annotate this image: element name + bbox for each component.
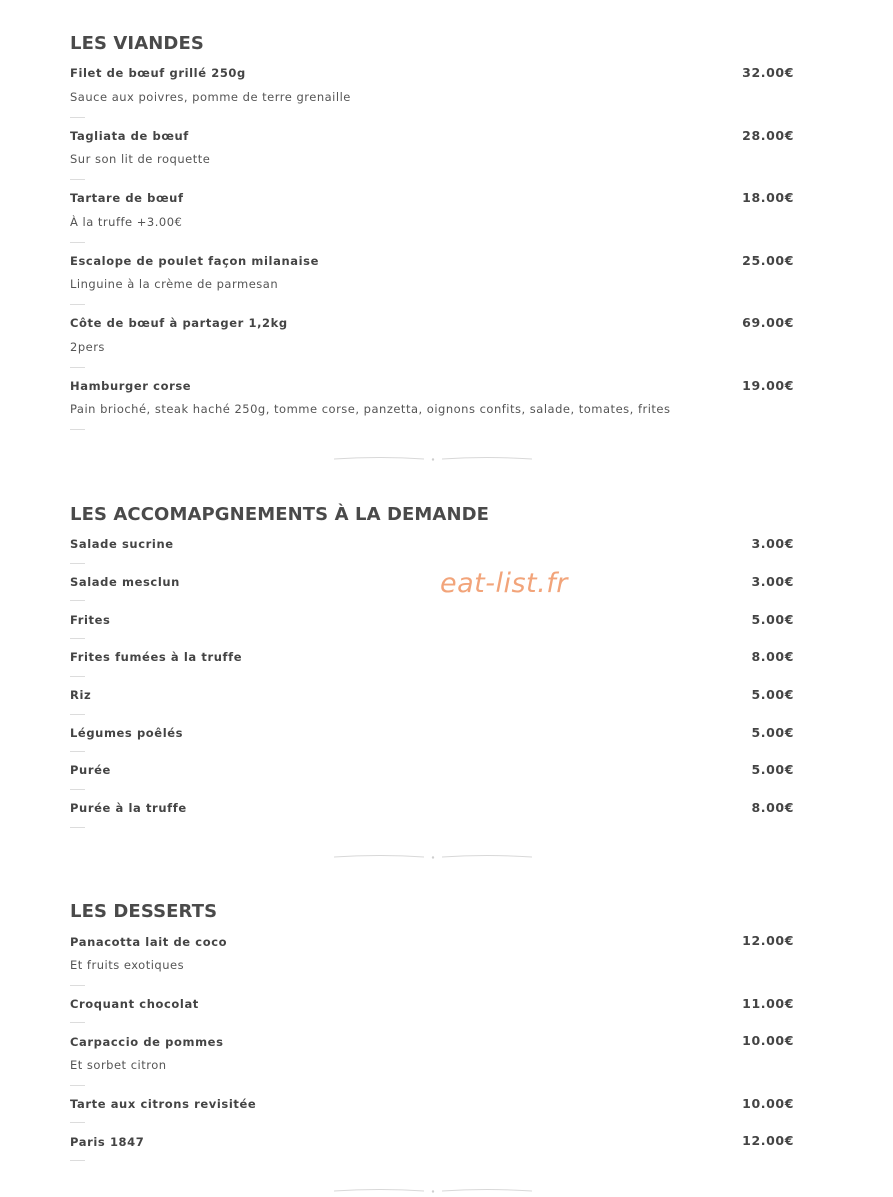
item-separator: [70, 1022, 85, 1023]
item-name: Paris 1847: [70, 1135, 145, 1149]
item-separator: [70, 242, 85, 243]
item-price: 69.00€: [742, 315, 794, 330]
item-name: Salade sucrine: [70, 537, 174, 551]
item-price: 12.00€: [742, 1133, 794, 1148]
item-description: À la truffe +3.00€: [70, 215, 183, 229]
item-separator: [70, 789, 85, 790]
item-name: Légumes poêlés: [70, 726, 184, 740]
item-separator: [70, 117, 85, 118]
item-separator: [70, 304, 85, 305]
item-name: Tartare de bœuf: [70, 191, 184, 205]
item-price: 11.00€: [742, 996, 794, 1011]
item-description: Sauce aux poivres, pomme de terre grenaille: [70, 90, 351, 104]
item-price: 10.00€: [742, 1033, 794, 1048]
item-name: Hamburger corse: [70, 379, 192, 393]
item-separator: [70, 367, 85, 368]
item-separator: [70, 1085, 85, 1086]
item-price: 28.00€: [742, 128, 794, 143]
item-name: Riz: [70, 688, 92, 702]
item-price: 5.00€: [751, 687, 794, 702]
item-price: 8.00€: [751, 649, 794, 664]
item-name: Côte de bœuf à partager 1,2kg: [70, 316, 288, 330]
item-separator: [70, 179, 85, 180]
item-price: 10.00€: [742, 1096, 794, 1111]
item-price: 3.00€: [751, 536, 794, 551]
ornamental-divider: [334, 456, 532, 462]
watermark: eat-list.fr: [440, 568, 568, 599]
item-price: 18.00€: [742, 190, 794, 205]
item-name: Purée à la truffe: [70, 801, 187, 815]
item-price: 32.00€: [742, 65, 794, 80]
ornamental-divider: [334, 854, 532, 860]
item-name: Purée: [70, 763, 111, 777]
item-description: 2pers: [70, 340, 105, 354]
item-name: Frites fumées à la truffe: [70, 650, 243, 664]
item-separator: [70, 1122, 85, 1123]
item-separator: [70, 985, 85, 986]
item-price: 12.00€: [742, 933, 794, 948]
item-price: 5.00€: [751, 762, 794, 777]
item-price: 25.00€: [742, 253, 794, 268]
item-name: Filet de bœuf grillé 250g: [70, 66, 246, 80]
item-name: Escalope de poulet façon milanaise: [70, 254, 319, 268]
item-name: Tagliata de bœuf: [70, 129, 189, 143]
item-price: 8.00€: [751, 800, 794, 815]
section-title-desserts: LES DESSERTS: [70, 901, 218, 922]
item-separator: [70, 1160, 85, 1161]
item-separator: [70, 638, 85, 639]
item-separator: [70, 429, 85, 430]
item-description: Et fruits exotiques: [70, 958, 185, 972]
section-title-viandes: LES VIANDES: [70, 33, 204, 54]
item-description: Et sorbet citron: [70, 1058, 167, 1072]
item-separator: [70, 751, 85, 752]
item-description: Pain brioché, steak haché 250g, tomme corse, panzetta, oignons confits, salade, tomates, frites: [70, 402, 671, 416]
item-name: Frites: [70, 613, 111, 627]
section-title-accompagnements: LES ACCOMAPGNEMENTS À LA DEMANDE: [70, 504, 490, 525]
item-price: 3.00€: [751, 574, 794, 589]
item-description: Sur son lit de roquette: [70, 152, 211, 166]
item-description: Linguine à la crème de parmesan: [70, 277, 279, 291]
item-price: 5.00€: [751, 612, 794, 627]
ornamental-divider: [334, 1188, 532, 1194]
item-separator: [70, 827, 85, 828]
item-name: Tarte aux citrons revisitée: [70, 1097, 257, 1111]
item-name: Croquant chocolat: [70, 997, 199, 1011]
item-separator: [70, 563, 85, 564]
item-separator: [70, 676, 85, 677]
item-name: Carpaccio de pommes: [70, 1035, 224, 1049]
item-separator: [70, 600, 85, 601]
item-name: Salade mesclun: [70, 575, 180, 589]
item-name: Panacotta lait de coco: [70, 935, 228, 949]
item-separator: [70, 714, 85, 715]
item-price: 5.00€: [751, 725, 794, 740]
item-price: 19.00€: [742, 378, 794, 393]
